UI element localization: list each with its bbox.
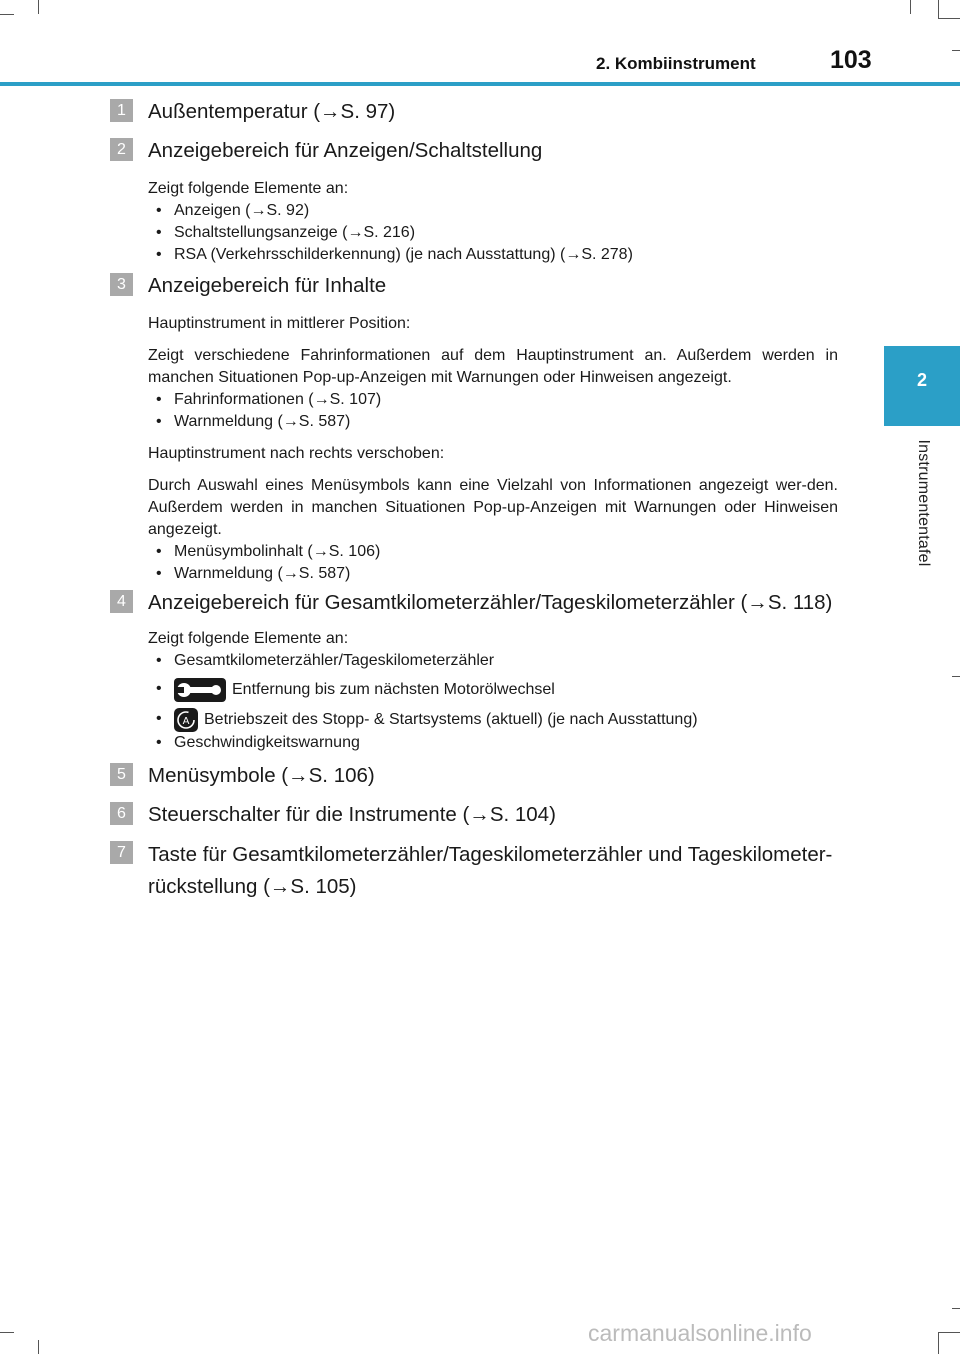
chapter-tab-label: Instrumententafel: [915, 439, 932, 567]
list-item: [148, 708, 838, 732]
crop-mark: [952, 50, 960, 51]
item-number: 1: [110, 99, 133, 122]
list-item: • Geschwindigkeitswarnung: [148, 732, 838, 754]
item-number: 3: [110, 273, 133, 296]
paragraph: Durch Auswahl eines Menüsymbols kann eine Vielzahl von Informationen angezeigt wer-den. Außerdem werden in manchen Situationen Pop-up-Anzeigen mit Warnungen oder Hinweisen angezeigt.: [148, 477, 838, 538]
crop-mark: [0, 14, 14, 15]
crop-mark: [952, 676, 960, 677]
crop-mark: [38, 1340, 39, 1354]
list-item: • Gesamtkilometerzähler/Tageskilometerzähler: [148, 650, 838, 672]
crop-mark: [38, 0, 39, 14]
crop-mark: [0, 1332, 14, 1333]
list-item: • Warnmeldung (→S. 587): [148, 563, 838, 585]
list-item: • Fahrinformationen (→S. 107): [148, 389, 838, 411]
item-title: Anzeigebereich für Anzeigen/Schaltstellung: [148, 139, 543, 162]
crop-mark: [938, 18, 960, 19]
paragraph: Zeigt verschiedene Fahrinformationen auf dem Hauptinstrument an. Außerdem werden in manchen Situationen Pop-up-Anzeigen mit Warnungen oder Hinweisen angezeigt.: [148, 347, 838, 386]
item-title: Steuerschalter für die Instrumente (→S. 104): [148, 803, 556, 826]
item-title: Außentemperatur (→S. 97): [148, 100, 396, 123]
item-number: 7: [110, 841, 133, 864]
item-4-body: [148, 628, 838, 754]
item-title: Menüsymbole (→S. 106): [148, 764, 375, 787]
item-number: 6: [110, 802, 133, 825]
item-2-body: [148, 178, 838, 266]
item-number: 4: [110, 590, 133, 613]
list-item: • Anzeigen (→S. 92): [148, 200, 838, 222]
item-title: Anzeigebereich für Inhalte: [148, 274, 387, 297]
item-title: Anzeigebereich für Gesamtkilometerzähler/Tageskilometerzähler (→S. 118): [148, 591, 833, 614]
paragraph: Zeigt folgende Elemente an:: [148, 630, 349, 647]
item-title: Taste für Gesamtkilometerzähler/Tageskilometerzähler und Tageskilometer-rückstellung (→S. 105): [148, 843, 833, 898]
list-item: [148, 678, 838, 702]
paragraph: Hauptinstrument in mittlerer Position:: [148, 315, 411, 332]
paragraph: Zeigt folgende Elemente an:: [148, 180, 349, 197]
list-item-text: Betriebszeit des Stopp- & Startsystems (aktuell) (je nach Ausstattung): [204, 711, 698, 729]
item-number: 2: [110, 138, 133, 161]
list-item: • Schaltstellungsanzeige (→S. 216): [148, 222, 838, 244]
crop-mark: [910, 0, 911, 14]
auto-stop-start-icon: [174, 708, 198, 732]
item-number: 5: [110, 763, 133, 786]
list-item: • Menüsymbolinhalt (→S. 106): [148, 541, 838, 563]
chapter-tab-number: 2: [916, 370, 927, 390]
crop-mark: [952, 1308, 960, 1309]
crop-mark: [938, 0, 939, 18]
header-rule: [0, 82, 960, 86]
item-3-body: [148, 313, 838, 585]
svg-text:A: • A: [182, 716, 190, 727]
list-item-text: Entfernung bis zum nächsten Motorölwechsel: [232, 681, 555, 699]
crop-mark: [938, 1332, 939, 1354]
page-number: 103: [830, 46, 872, 74]
list-item: • Warnmeldung (→S. 587): [148, 411, 838, 433]
wrench-icon: [174, 678, 226, 702]
chapter-tab: [884, 346, 960, 426]
paragraph: Hauptinstrument nach rechts verschoben:: [148, 445, 445, 462]
crop-mark: [938, 1332, 960, 1333]
chapter-title: 2. Kombiinstrument: [596, 54, 756, 73]
watermark: carmanualsonline.info: [588, 1320, 812, 1346]
list-item: • RSA (Verkehrsschilderkennung) (je nach Ausstattung) (→S. 278): [148, 244, 838, 266]
